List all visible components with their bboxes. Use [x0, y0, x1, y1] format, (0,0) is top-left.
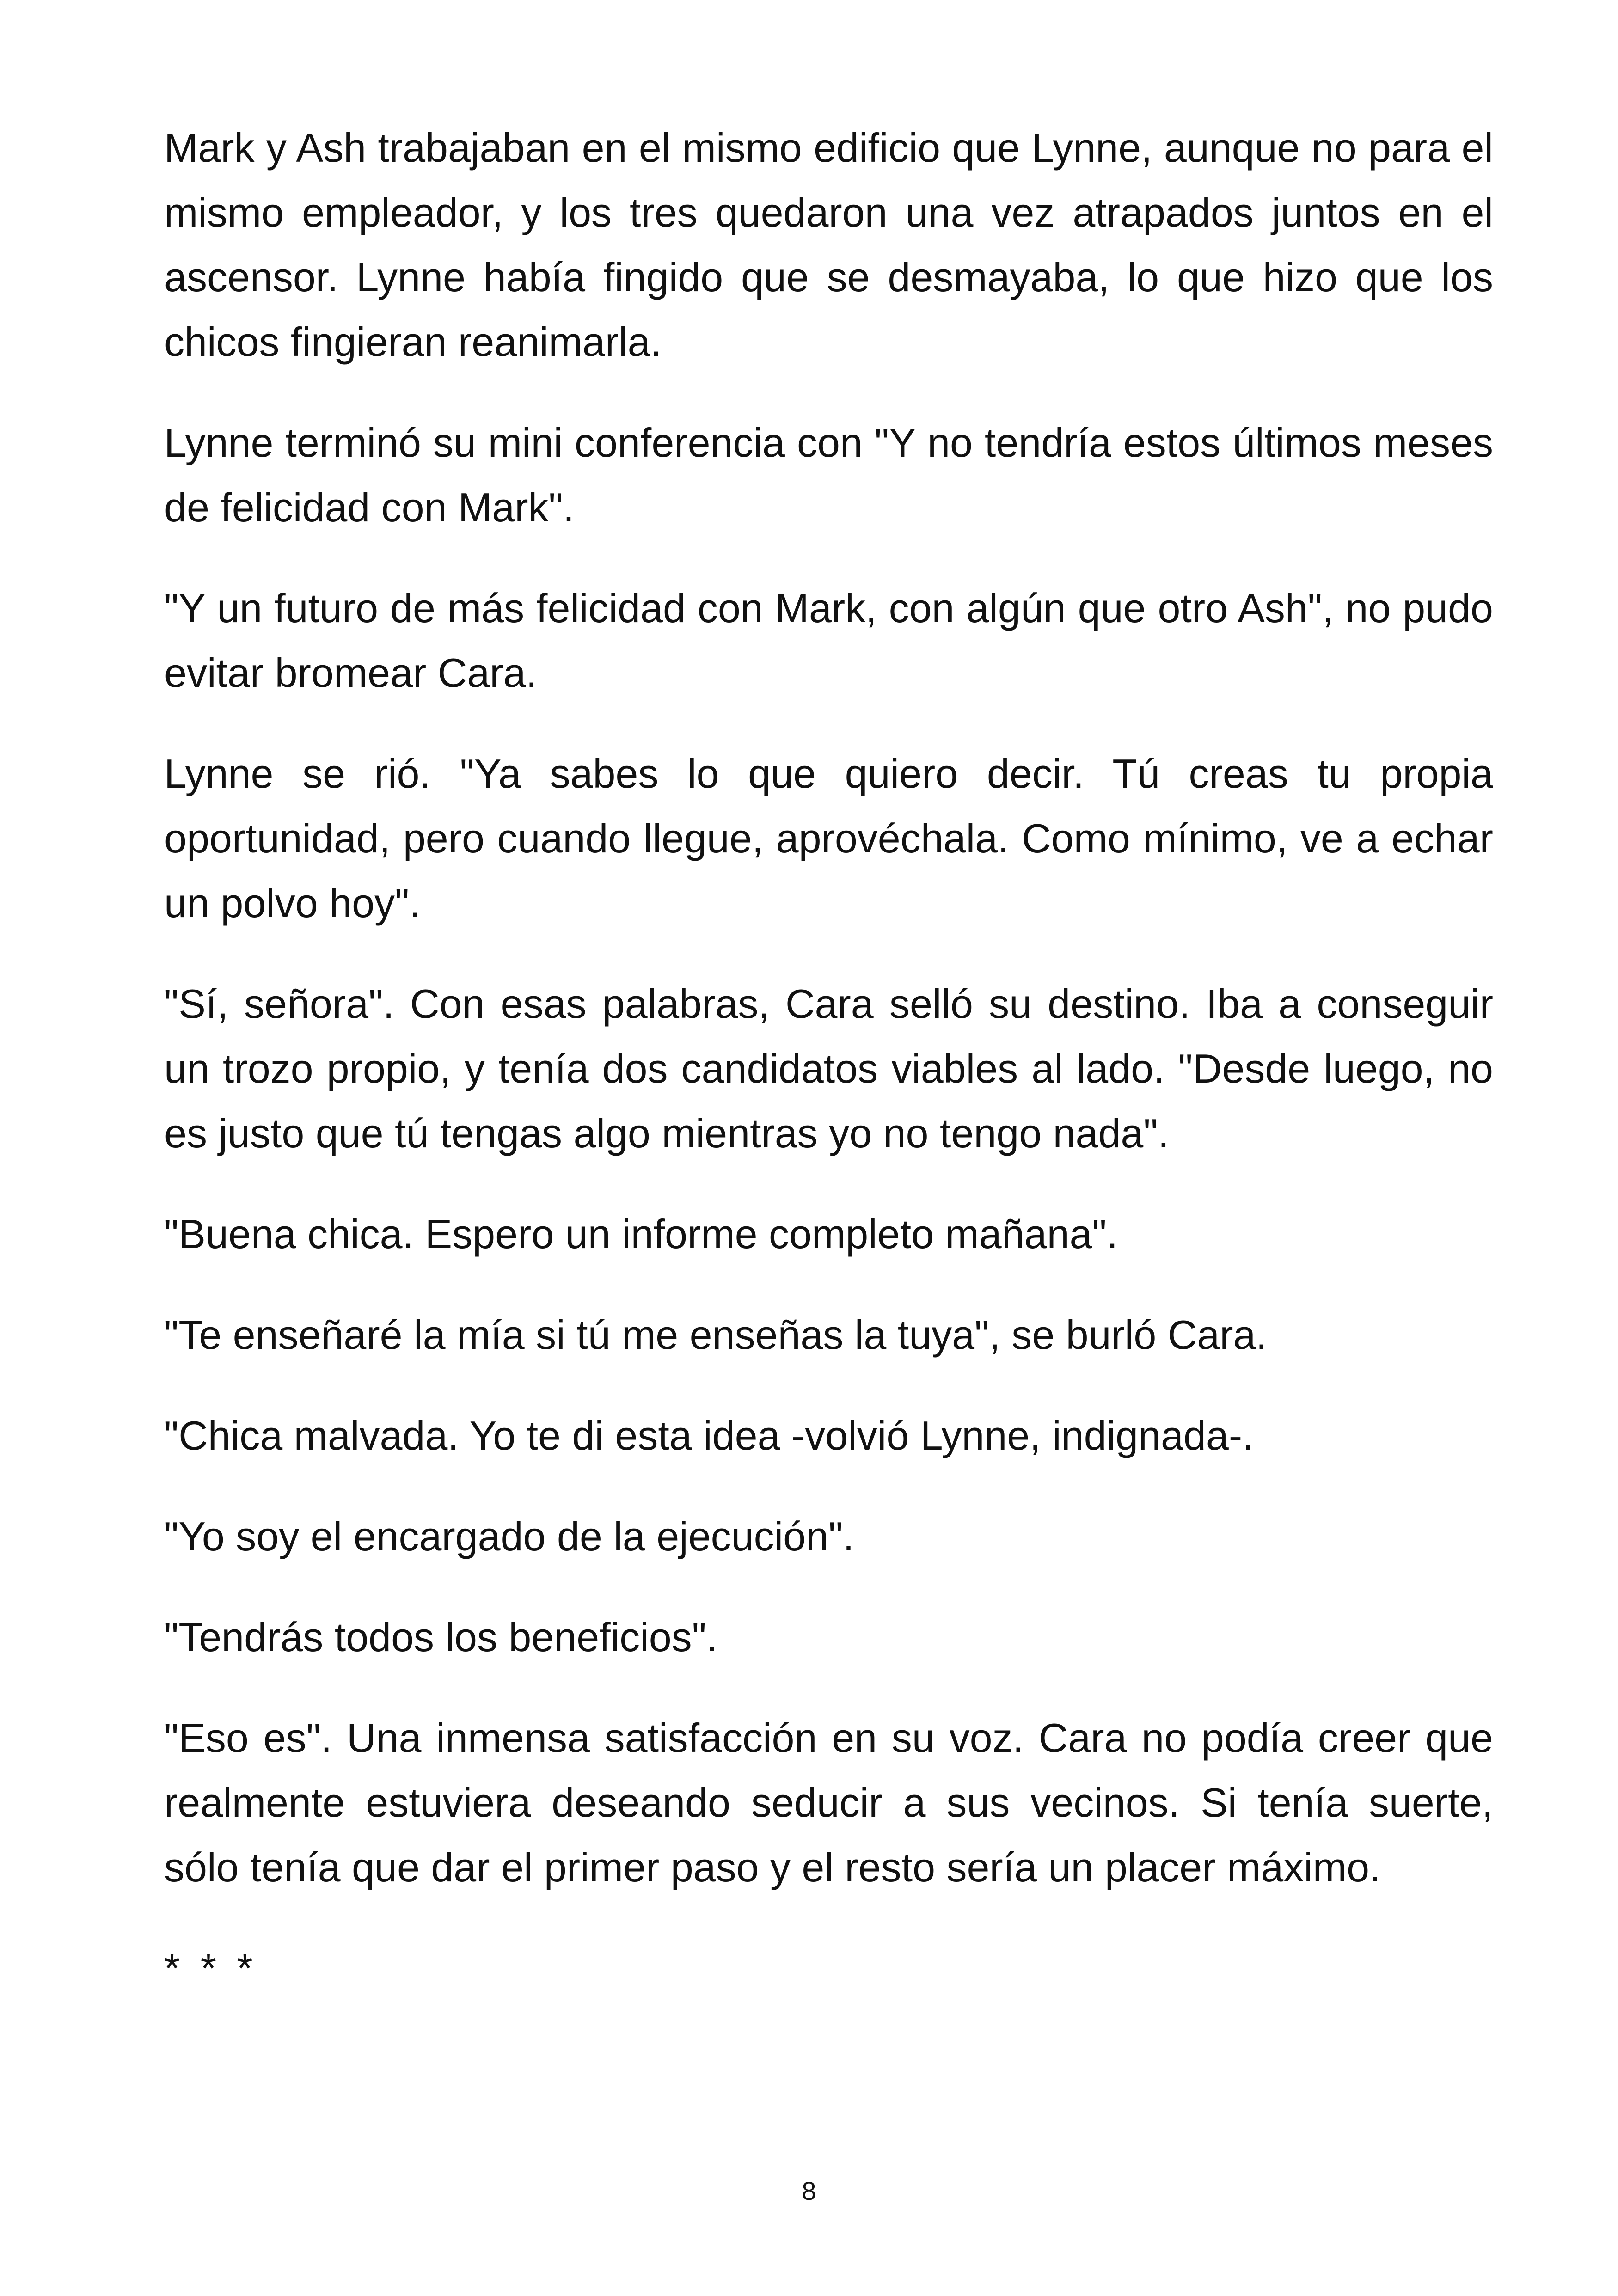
paragraph: Mark y Ash trabajaban en el mismo edificio que Lynne, aunque no para el mismo empleador, y los tres quedaron una vez atrapados juntos en el ascensor. Lynne había fingido que se desmayaba, lo que hizo que los chicos fingieran reanimarla. — [164, 125, 1493, 365]
paragraph: "Y un futuro de más felicidad con Mark, con algún que otro Ash", no pudo evitar bromear Cara. — [164, 585, 1493, 696]
paragraph: "Eso es". Una inmensa satisfacción en su voz. Cara no podía creer que realmente estuviera deseando seducir a sus vecinos. Si tenía suerte, sólo tenía que dar el primer paso y el resto sería un placer máximo. — [164, 1715, 1493, 1890]
paragraph: "Buena chica. Espero un informe completo mañana". — [164, 1211, 1118, 1257]
paragraph: Lynne terminó su mini conferencia con "Y no tendría estos últimos meses de felicidad con Mark". — [164, 420, 1493, 530]
paragraph: "Tendrás todos los beneficios". — [164, 1614, 718, 1660]
paragraph: "Yo soy el encargado de la ejecución". — [164, 1513, 854, 1559]
paragraph: Lynne se rió. "Ya sabes lo que quiero decir. Tú creas tu propia oportunidad, pero cuando llegue, aprovéchala. Como mínimo, ve a echar un polvo hoy". — [164, 751, 1493, 926]
paragraph: "Sí, señora". Con esas palabras, Cara selló su destino. Iba a conseguir un trozo propio, y tenía dos candidatos viables al lado. "Desde luego, no es justo que tú tengas algo mientras yo no tengo nada". — [164, 981, 1493, 1156]
paragraph: "Te enseñaré la mía si tú me enseñas la tuya", se burló Cara. — [164, 1312, 1267, 1358]
section-separator: * * * — [164, 1945, 257, 1991]
paragraph: "Chica malvada. Yo te di esta idea -volvió Lynne, indignada-. — [164, 1413, 1254, 1458]
page-number: 8 — [802, 2176, 816, 2205]
body-text — [164, 116, 1493, 2001]
